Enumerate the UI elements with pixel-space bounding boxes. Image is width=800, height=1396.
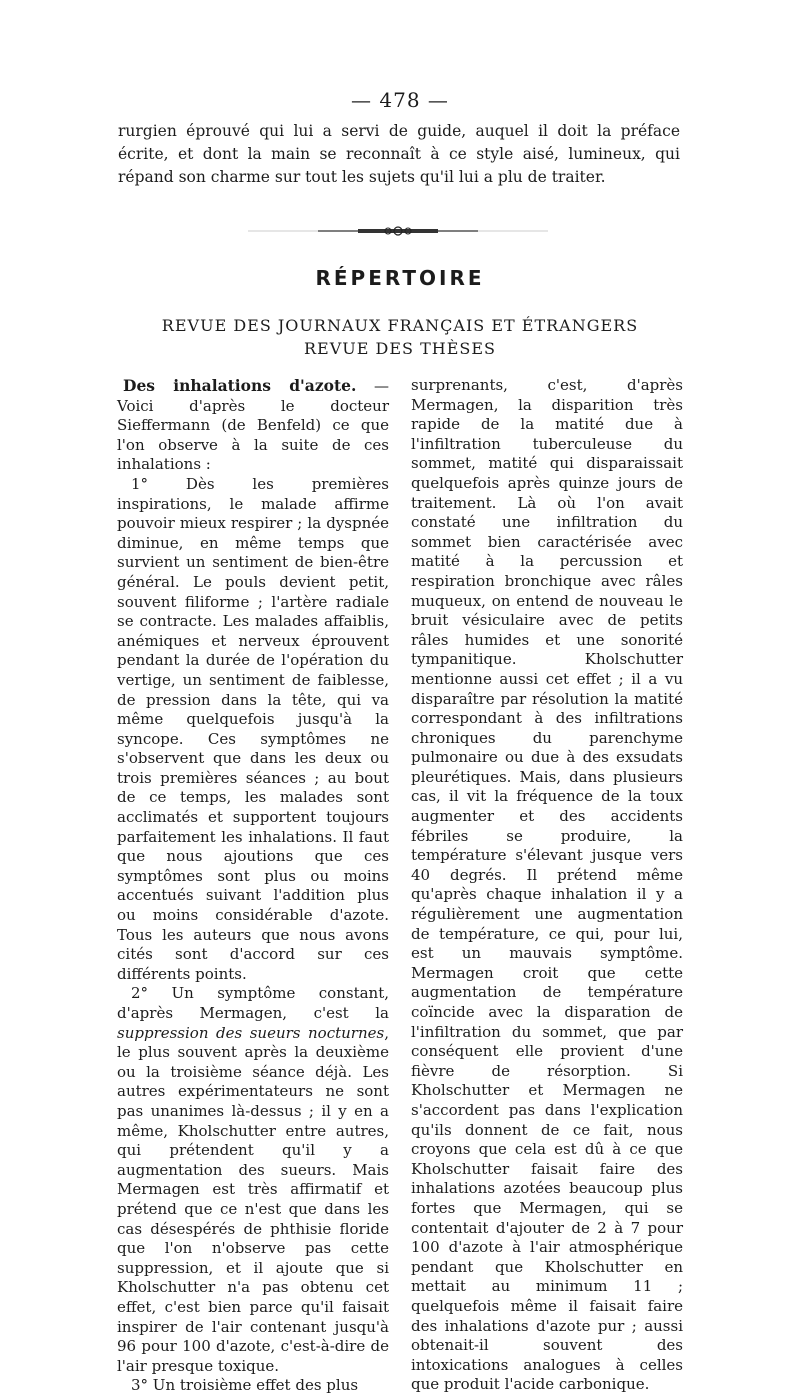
paragraph-third-effect-continued: surprenants, c'est, d'après Mermagen, la disparition très rapide de la matité due à l'infiltration tuberculeuse du sommet, matité qui disparaissait quelquefois après quinze jours de traitement. Là où l'on avait constaté une infiltration du sommet bien caractérisée avec matité à la percussion et respiration bronchique avec râles muqueux, on entend de nouveau le bruit vésiculaire avec de petits râles humides et une sonorité tympanitique. Kholschutter mentionne aussi cet effet ; il a vu disparaître par résolution la matité correspondant à des infiltrations chroniques du parenchyme pulmonaire ou due à des exsudats pleurétiques. Mais, dans plusieurs cas, il vit la fréquence de la toux augmenter et des accidents fébriles se produire, la température s'élevant jusque vers 40 degrés. Il prétend même qu'après chaque inhalation il y a régulièrement une augmentation de température, ce qui, pour lui, est un mauvais symptôme. Mermagen croit que cette augmentation de température coïncide avec la disparation de l'infiltration du sommet, que par conséquent elle provient d'une fièvre de résorption. Si Kholschutter et Mermagen ne s'accordent pas dans l'explication qu'ils donnent de ce fait, nous croyons que cela est dû à ce que Kholschutter faisait faire des inhalations azotées beaucoup plus fortes que Mermagen, qui se contentait d'ajouter de 2 à 7 pour 100 d'azote à l'air atmosphérique pendant que Kholschutter en mettait au minimum 11 ; quelquefois même il faisait faire des inhalations d'azote pur ; aussi obtenait-il souvent des intoxications analogues à celles que produit l'acide carbonique. xyxy=(411,376,683,1394)
second-effect-lead: 2° Un symptôme constant, d'après Mermagen, c'est la xyxy=(117,984,389,1022)
paragraph-second-effect xyxy=(117,984,389,1376)
section-heading: RÉPERTOIRE xyxy=(315,266,485,290)
intro-text: rurgien éprouvé qui lui a servi de guide, auquel il doit la préface écrite, et dont la main se reconnaît à ce style aisé, lumineux, qui répand son charme sur tout les sujets qu'il lui a plu de traiter. xyxy=(118,122,680,186)
right-column xyxy=(411,376,683,1395)
intro-paragraph xyxy=(118,120,680,189)
left-column xyxy=(117,376,389,1396)
article-title: Des inhalations d'azote. xyxy=(123,376,357,395)
section-subtitle-journals: REVUE DES JOURNAUX FRANÇAIS ET ÉTRANGERS xyxy=(161,316,639,335)
article-opening-text: — Voici d'après le docteur Sieffermann (de Benfeld) ce que l'on observe à la suite de ces inhalations : xyxy=(117,377,389,474)
second-effect-body: , le plus souvent après la deuxième ou la troisième séance déjà. Les autres expérimentateurs ne sont pas unanimes là-dessus ; il y en a même, Kholschutter entre autres, qui prétendent qu'il y a augmentation des sueurs. Mais Mermagen est très affirmatif et prétend que ce n'est que dans les cas désespérés de phthisie floride que l'on n'observe pas cette suppression, et il ajoute que si Kholschutter n'a pas obtenu cet effet, c'est bien parce qu'il faisait inspirer de l'air contenant jusqu'à 96 pour 100 d'azote, c'est-à-dire de l'air presque toxique. xyxy=(117,1023,389,1375)
section-subtitle-theses: REVUE DES THÈSES xyxy=(304,339,496,358)
ornamental-rule xyxy=(248,224,548,238)
paragraph-first-effect: 1° Dès les premières inspirations, le malade affirme pouvoir mieux respirer ; la dyspnée diminue, en même temps que survient un sentiment de bien-être général. Le pouls devient petit, souvent filiforme ; l'artère radiale se contracte. Les malades affaiblis, anémiques et nerveux éprouvent pendant la durée de l'opération du vertige, un sentiment de faiblesse, de pression dans la tête, qui va même quelquefois jusqu'à la syncope. Ces symptômes ne s'observent que dans les deux ou trois premières séances ; au bout de ce temps, les malades sont acclimatés et supportent toujours parfaitement les inhalations. Il faut que nous ajoutions que ces symptômes sont plus ou moins accentués suivant l'addition plus ou moins considérable d'azote. Tous les auteurs que nous avons cités sont d'accord sur ces différents points. xyxy=(117,474,389,983)
page-number: — 478 — xyxy=(351,88,449,112)
paragraph-third-effect: 3° Un troisième effet des plus xyxy=(131,1376,359,1395)
article-opening-paragraph xyxy=(117,376,389,475)
second-effect-emphasis: suppression des sueurs nocturnes xyxy=(117,1023,385,1042)
